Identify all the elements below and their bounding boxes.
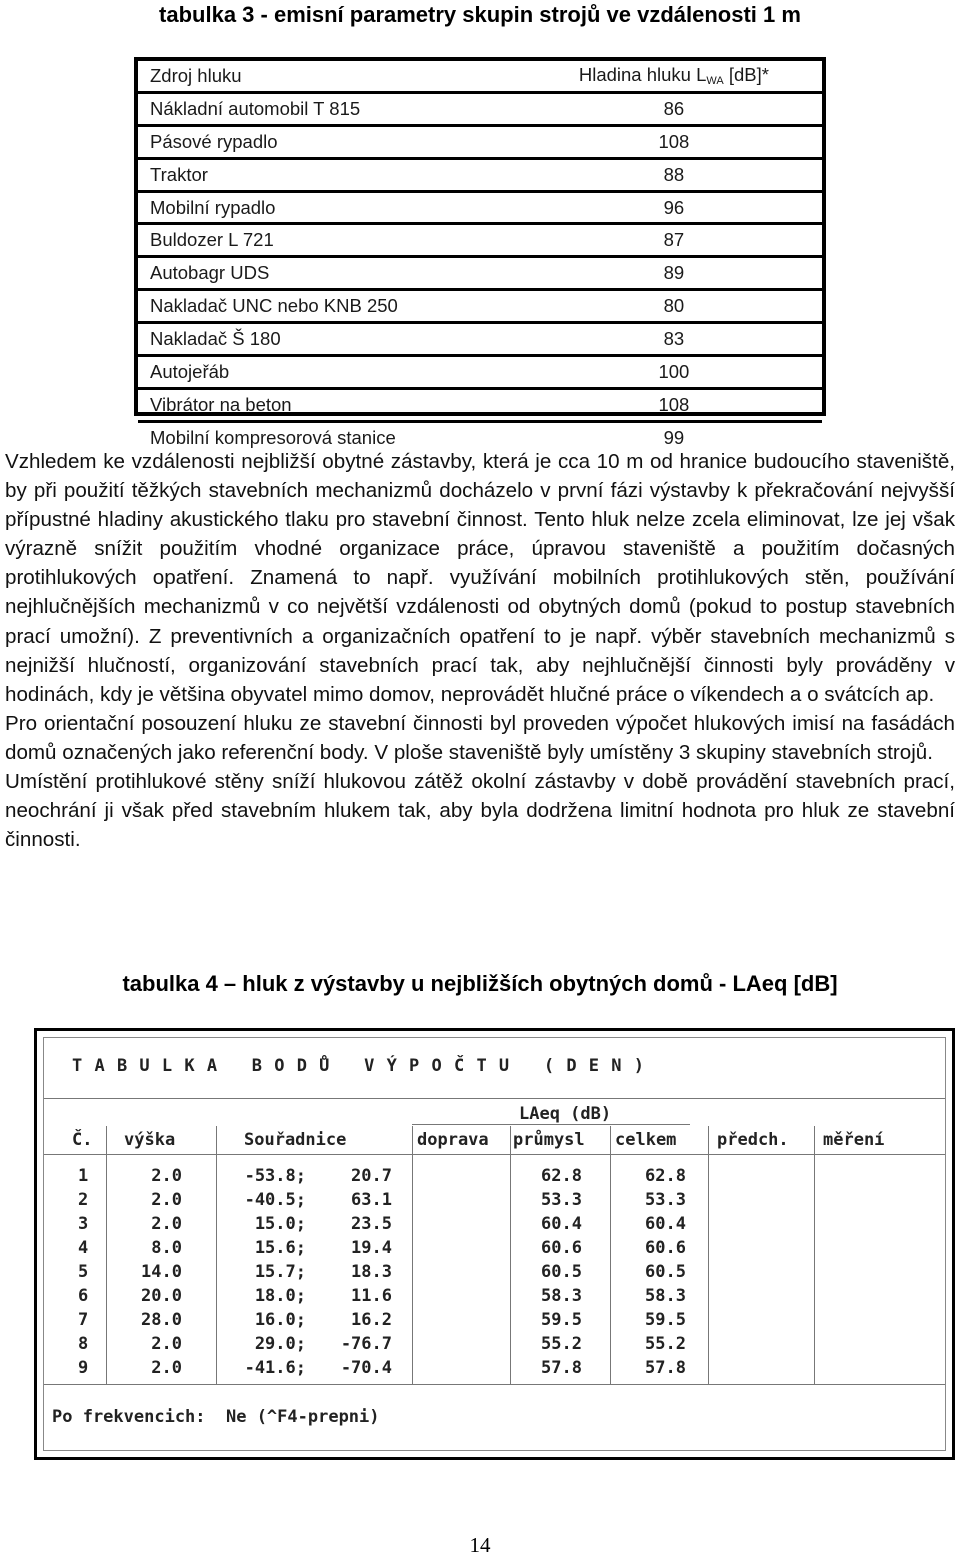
body-text: [5, 447, 955, 854]
row-x: 29.0;: [254, 1334, 306, 1354]
col-sep-3: [412, 1126, 413, 1384]
table3-level-cell: 100: [526, 356, 822, 389]
paragraph-1: Vzhledem ke vzdálenosti nejbližší obytné zástavby, která je cca 10 m od hranice budoucího staveniště, by při použití těžkých stavebních mechanizmů docházelo v první fázi výstavby k překračování nejvyšší přípustné hladiny akustického tlaku pro stavební činnost. Tento hluk nelze zcela eliminovat, lze jej však výrazně snížit použitím vhodné organizace práce, úpravou staveniště a použitím dočasných protihlukových opatření. Znamená to např. využívání mobilních protihlukových stěn, používání nejhlučnějších mechanizmů v co největší vzdálenosti od obytných domů (pokud to postup stavebních prací umožní). Z preventivních a organizačních opatření to je např. výběr stavebních mechanizmů s nejnižší hlučností, organizování stavebních prací tak, aby nejhlučnější činnosti byly prováděny v hodinách, kdy je většina obyvatel mimo domov, neprovádět hlučné práce o víkendech a o svátcích ap.: [5, 450, 955, 706]
col-sep-6: [708, 1126, 709, 1384]
header-total: celkem: [615, 1130, 677, 1150]
row-number: 7: [78, 1310, 89, 1330]
table3-source-cell: Nakladač UNC nebo KNB 250: [138, 290, 526, 323]
console-divider: [44, 1098, 945, 1099]
row-total: 58.3: [645, 1286, 686, 1306]
table3-title: tabulka 3 - emisní parametry skupin strojů ve vzdálenosti 1 m: [159, 2, 801, 27]
row-industry: 62.8: [541, 1166, 582, 1186]
console-title: T A B U L K A B O D Ů V Ý P O Č T U ( D E N ): [72, 1056, 645, 1076]
table3-level-cell: 88: [526, 158, 822, 191]
table3-level-cell: 80: [526, 290, 822, 323]
table3-level-cell: 83: [526, 323, 822, 356]
header-traffic: doprava: [417, 1130, 489, 1150]
table3-level-cell: 99: [663, 426, 685, 448]
footer-divider: [44, 1384, 945, 1385]
header-prev: předch.: [717, 1130, 789, 1150]
table3-row: [138, 388, 822, 421]
row-x: 16.0;: [254, 1310, 306, 1330]
row-height: 14.0: [141, 1262, 182, 1282]
table3-row: [138, 158, 822, 191]
paragraph-3: Umístění protihlukové stěny sníží hlukovou zátěž okolní zástavby v době provádění stavebních prací, neochrání ji však před stavebním hlukem tak, aby byla dodržena limitní hodnota pro hluk ze stavební činnosti.: [5, 770, 955, 852]
table3-level-cell: 108: [526, 388, 822, 421]
row-height: 2.0: [151, 1166, 182, 1186]
laeq-group-line: [412, 1124, 690, 1125]
table3-row: [138, 92, 822, 125]
row-y: -76.7: [340, 1334, 392, 1354]
row-industry: 59.5: [541, 1310, 582, 1330]
row-y: 18.3: [351, 1262, 392, 1282]
row-y: 11.6: [351, 1286, 392, 1306]
row-height: 28.0: [141, 1310, 182, 1330]
row-y: 19.4: [351, 1238, 392, 1258]
paragraph-2: Pro orientační posouzení hluku ze stavební činnosti byl proveden výpočet hlukových imisí na fasádách domů označených jako referenční body. V ploše staveniště byly umístěny 3 skupiny stavebních strojů.: [5, 711, 955, 764]
row-number: 3: [78, 1214, 89, 1234]
row-total: 60.6: [645, 1238, 686, 1258]
table3-source-cell: Buldozer L 721: [138, 224, 526, 257]
row-total: 60.5: [645, 1262, 686, 1282]
row-industry: 60.6: [541, 1238, 582, 1258]
row-y: 16.2: [351, 1310, 392, 1330]
row-x: -53.8;: [244, 1166, 306, 1186]
row-total: 55.2: [645, 1334, 686, 1354]
table3-row: [138, 323, 822, 356]
table3-row: [138, 290, 822, 323]
header-height: výška: [124, 1130, 176, 1150]
header-industry: průmysl: [513, 1130, 585, 1150]
table3-source-cell: Mobilní kompresorová stanice: [150, 426, 396, 448]
row-x: -40.5;: [244, 1190, 306, 1210]
row-number: 9: [78, 1358, 89, 1378]
calculation-points-console: [34, 1028, 955, 1460]
table4-title: tabulka 4 – hluk z výstavby u nejbližších obytných domů - LAeq [dB]: [122, 971, 838, 996]
col-sep-7: [814, 1126, 815, 1384]
row-height: 2.0: [151, 1214, 182, 1234]
row-total: 62.8: [645, 1166, 686, 1186]
table3-source-cell: Autojeřáb: [138, 356, 526, 389]
row-y: 63.1: [351, 1190, 392, 1210]
row-height: 2.0: [151, 1334, 182, 1354]
row-total: 59.5: [645, 1310, 686, 1330]
header-number: Č.: [72, 1130, 93, 1150]
row-number: 8: [78, 1334, 89, 1354]
row-number: 5: [78, 1262, 89, 1282]
row-x: 15.6;: [254, 1238, 306, 1258]
row-industry: 53.3: [541, 1190, 582, 1210]
row-number: 6: [78, 1286, 89, 1306]
header-coords: Souřadnice: [244, 1130, 347, 1150]
header-divider: [44, 1154, 945, 1155]
row-x: 15.7;: [254, 1262, 306, 1282]
table3-level-cell: 89: [526, 257, 822, 290]
table3-source-cell: Pásové rypadlo: [138, 125, 526, 158]
table3-level-cell: 108: [526, 125, 822, 158]
table3-level-cell: 86: [526, 92, 822, 125]
row-total: 57.8: [645, 1358, 686, 1378]
row-industry: 58.3: [541, 1286, 582, 1306]
table3-header-row: [138, 61, 822, 92]
table3-source-cell: Autobagr UDS: [138, 257, 526, 290]
header-measure: měření: [823, 1130, 885, 1150]
table3-level-cell: 96: [526, 191, 822, 224]
row-industry: 60.5: [541, 1262, 582, 1282]
row-industry: 55.2: [541, 1334, 582, 1354]
row-number: 4: [78, 1238, 89, 1258]
row-x: 18.0;: [254, 1286, 306, 1306]
table3: [134, 57, 826, 448]
row-height: 2.0: [151, 1190, 182, 1210]
row-height: 2.0: [151, 1358, 182, 1378]
table3-row: [138, 356, 822, 389]
laeq-group-header: LAeq (dB): [519, 1104, 612, 1124]
table3-row: [138, 257, 822, 290]
table3-header-source: Zdroj hluku: [138, 61, 526, 92]
row-x: 15.0;: [254, 1214, 306, 1234]
console-frame: [43, 1037, 946, 1451]
row-industry: 57.8: [541, 1358, 582, 1378]
row-y: 20.7: [351, 1166, 392, 1186]
row-height: 20.0: [141, 1286, 182, 1306]
table3-header-level: Hladina hluku $L_{WA}$ [dB]*: [526, 61, 822, 92]
row-total: 53.3: [645, 1190, 686, 1210]
row-height: 8.0: [151, 1238, 182, 1258]
row-x: -41.6;: [244, 1358, 306, 1378]
page-number: 14: [469, 1533, 491, 1557]
table3-source-cell: Mobilní rypadlo: [138, 191, 526, 224]
row-total: 60.4: [645, 1214, 686, 1234]
table3-source-cell: Nakladač Š 180: [138, 323, 526, 356]
table3-row: [138, 191, 822, 224]
table3-source-cell: Nákladní automobil T 815: [138, 92, 526, 125]
table3-source-cell: Vibrátor na beton: [138, 388, 526, 421]
table3-source-cell: Traktor: [138, 158, 526, 191]
row-y: -70.4: [340, 1358, 392, 1378]
row-number: 1: [78, 1166, 89, 1186]
row-y: 23.5: [351, 1214, 392, 1234]
row-number: 2: [78, 1190, 89, 1210]
table3-level-cell: 87: [526, 224, 822, 257]
table3-row: [138, 224, 822, 257]
console-footer: Po frekvencich: Ne (^F4-prepni): [52, 1407, 380, 1427]
table3-row: [138, 125, 822, 158]
row-industry: 60.4: [541, 1214, 582, 1234]
